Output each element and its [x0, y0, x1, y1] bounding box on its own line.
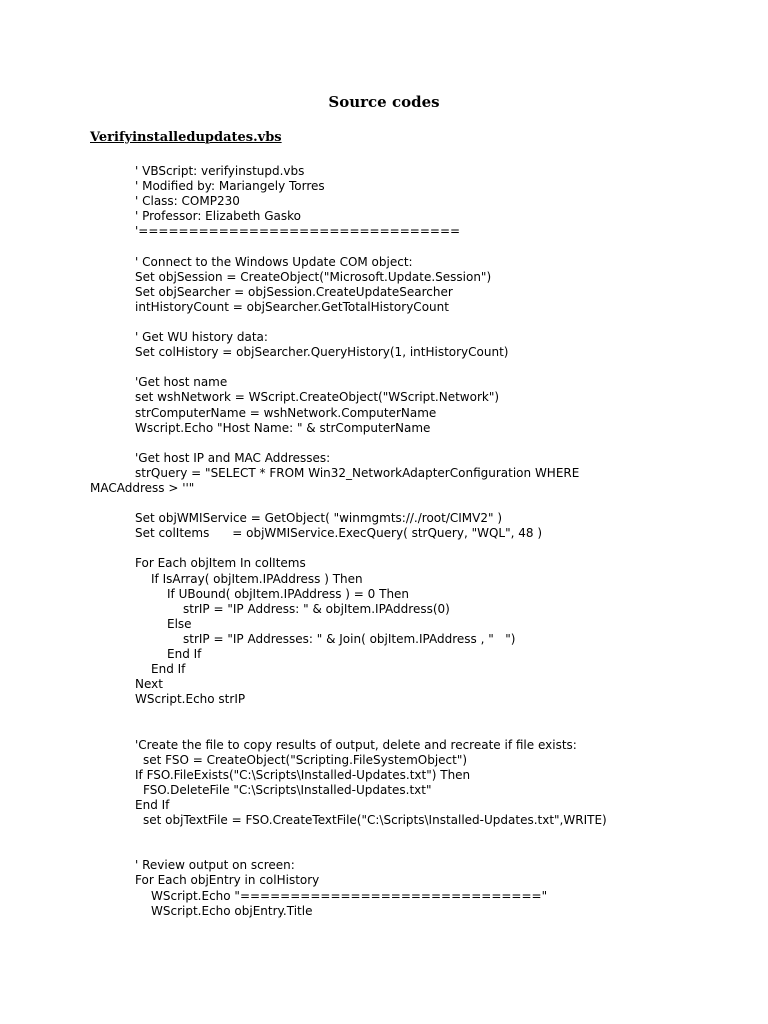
- code-line: Set objSession = CreateObject("Microsoft.Update.Session"): [135, 269, 492, 284]
- code-line: ' Class: COMP230: [135, 194, 240, 209]
- code-line: If IsArray( objItem.IPAddress ) Then: [151, 571, 363, 586]
- code-line: Set objSearcher = objSession.CreateUpdateSearcher: [135, 284, 453, 299]
- code-line: End If: [135, 797, 170, 812]
- code-line: ' Professor: Elizabeth Gasko: [135, 209, 301, 224]
- code-line: MACAddress > ''": [90, 480, 195, 495]
- code-line: Next: [135, 677, 163, 692]
- code-line: [0, 828, 768, 843]
- code-line: Set colHistory = objSearcher.QueryHistory(1, intHistoryCount): [135, 345, 509, 360]
- code-line: set objTextFile = FSO.CreateTextFile("C:\Scripts\Installed-Updates.txt",WRITE): [143, 813, 607, 828]
- page-title: Source codes: [328, 93, 440, 111]
- code-line: [0, 496, 768, 511]
- code-line: 'Create the file to copy results of output, delete and recreate if file exists:: [135, 737, 577, 752]
- file-name-heading: Verifyinstalledupdates.vbs: [90, 130, 282, 145]
- code-line: strIP = "IP Addresses: " & Join( objItem.IPAddress , " "): [183, 631, 516, 646]
- code-line: End If: [151, 662, 186, 677]
- code-line: [0, 541, 768, 556]
- code-line: [0, 239, 768, 254]
- code-line: 'Get host IP and MAC Addresses:: [135, 450, 331, 465]
- code-line: For Each objEntry in colHistory: [135, 873, 320, 888]
- code-line: Else: [167, 616, 192, 631]
- code-line: set FSO = CreateObject("Scripting.FileSystemObject"): [143, 752, 468, 767]
- code-line: WScript.Echo strIP: [135, 692, 246, 707]
- code-line: WScript.Echo objEntry.Title: [151, 903, 313, 918]
- code-line: ' Review output on screen:: [135, 858, 295, 873]
- code-line: For Each objItem In colItems: [135, 556, 306, 571]
- source-code-block: [0, 164, 768, 919]
- code-line: If UBound( objItem.IPAddress ) = 0 Then: [167, 586, 410, 601]
- code-line: ' Connect to the Windows Update COM object:: [135, 254, 413, 269]
- code-line: If FSO.FileExists("C:\Scripts\Installed-Updates.txt") Then: [135, 767, 471, 782]
- code-line: [0, 360, 768, 375]
- code-line: ' VBScript: verifyinstupd.vbs: [135, 164, 305, 178]
- code-line: [0, 315, 768, 330]
- code-line: Set objWMIService = GetObject( "winmgmts://./root/CIMV2" ): [135, 511, 503, 526]
- code-line: [0, 722, 768, 737]
- code-line: FSO.DeleteFile "C:\Scripts\Installed-Updates.txt": [143, 782, 432, 797]
- code-line: WScript.Echo "==============================": [151, 888, 548, 903]
- code-line: strComputerName = wshNetwork.ComputerName: [135, 405, 437, 420]
- code-line: [0, 707, 768, 722]
- code-line: intHistoryCount = objSearcher.GetTotalHistoryCount: [135, 299, 449, 314]
- code-line: End If: [167, 647, 202, 661]
- code-line: 'Get host name: [135, 375, 228, 390]
- code-line: strQuery = "SELECT * FROM Win32_NetworkAdapterConfiguration WHERE: [135, 465, 580, 480]
- code-line: '================================: [135, 224, 461, 239]
- code-line: [0, 843, 768, 858]
- code-line: Wscript.Echo "Host Name: " & strComputerName: [135, 420, 431, 435]
- code-line: [0, 436, 768, 451]
- code-line: Set colItems = objWMIService.ExecQuery( strQuery, "WQL", 48 ): [135, 526, 543, 541]
- code-line: set wshNetwork = WScript.CreateObject("WScript.Network"): [135, 390, 500, 405]
- code-line: strIP = "IP Address: " & objItem.IPAddress(0): [183, 601, 450, 616]
- code-line: ' Get WU history data:: [135, 330, 268, 345]
- code-line: ' Modified by: Mariangely Torres: [135, 179, 325, 194]
